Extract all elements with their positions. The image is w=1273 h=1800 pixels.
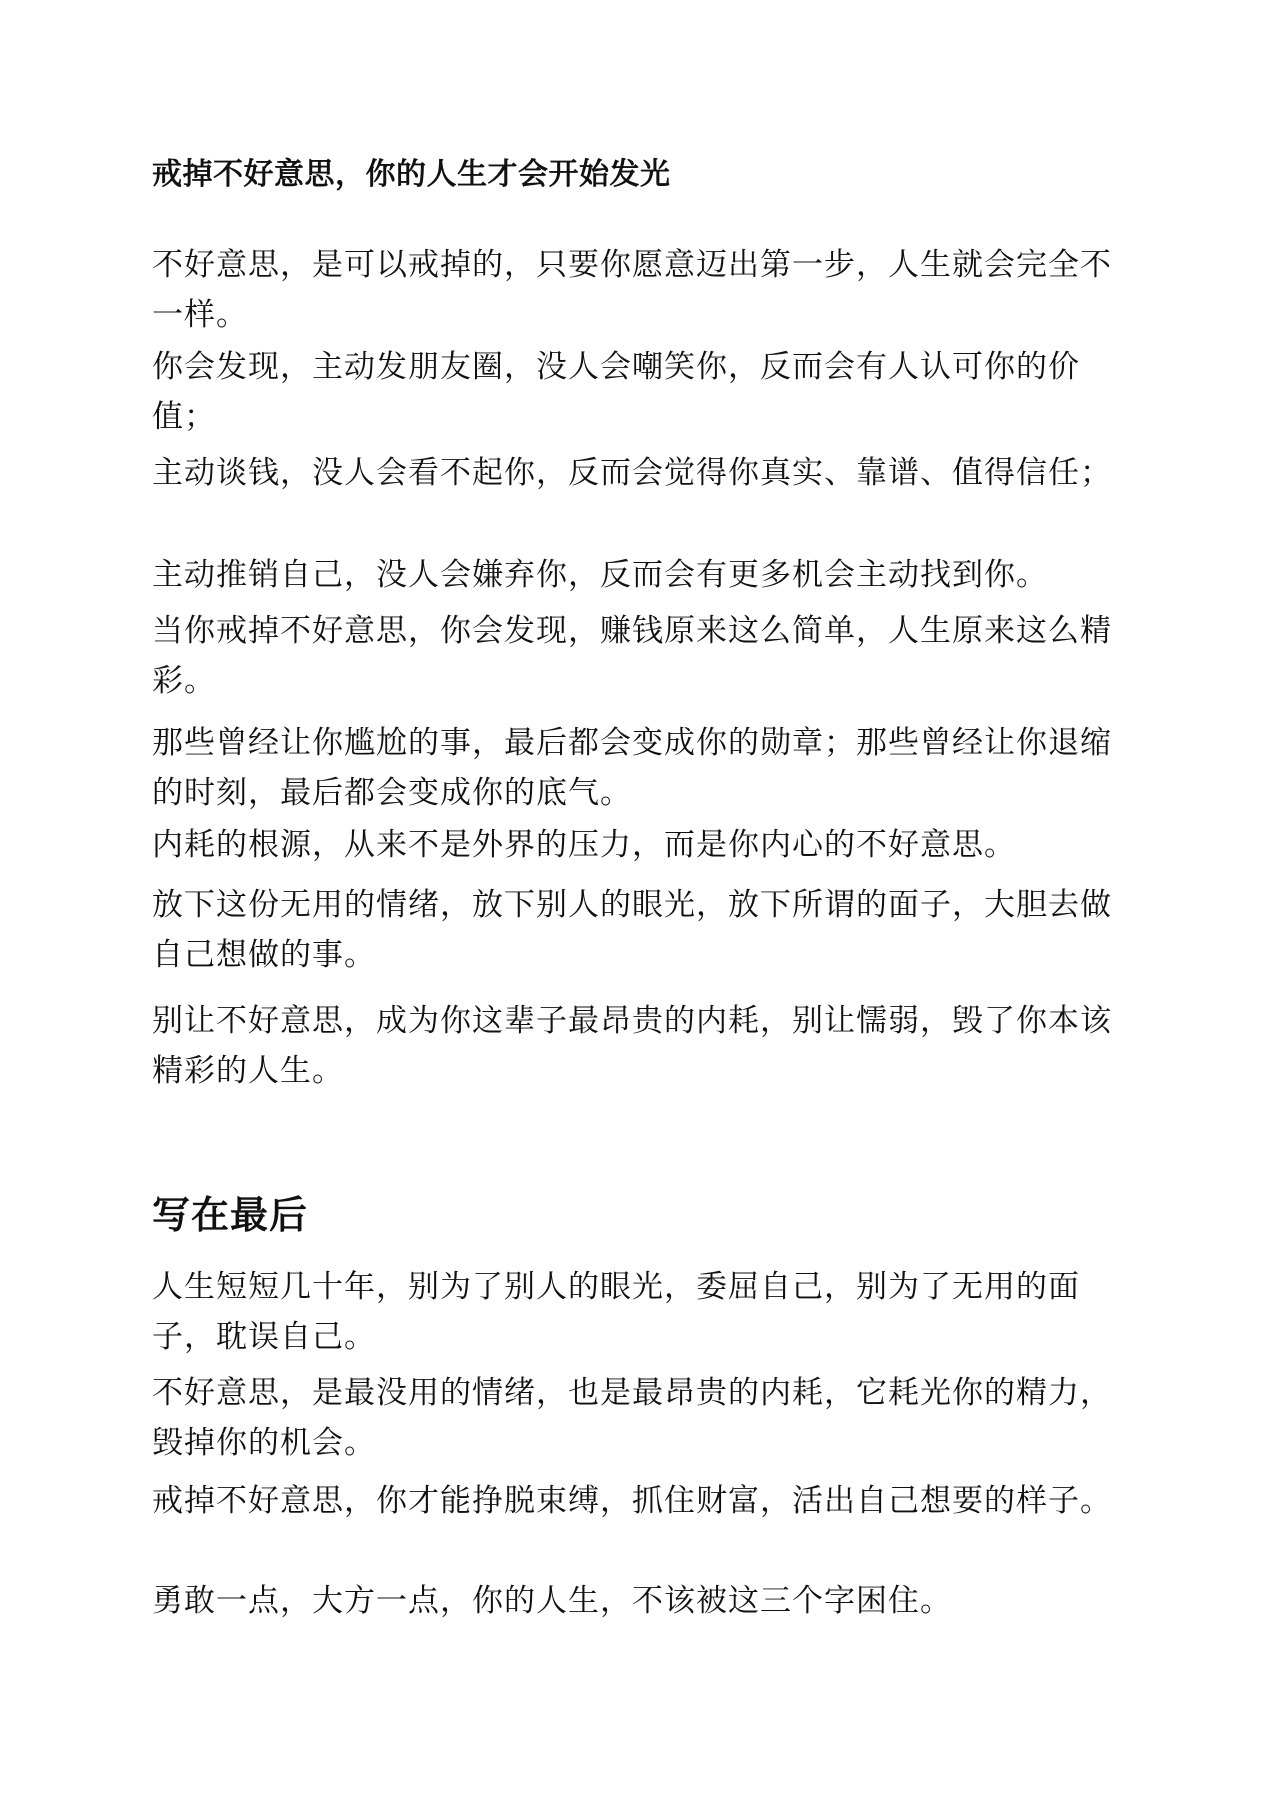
paragraph: 当你戒掉不好意思，你会发现，赚钱原来这么简单，人生原来这么精彩。: [152, 613, 1112, 699]
paragraph: 主动谈钱，没人会看不起你，反而会觉得你真实、靠谱、值得信任；: [152, 455, 1112, 491]
paragraph: 放下这份无用的情绪，放下别人的眼光，放下所谓的面子，大胆去做自己想做的事。: [152, 887, 1112, 973]
paragraph: 勇敢一点，大方一点，你的人生，不该被这三个字困住。: [152, 1583, 952, 1619]
paragraph: 你会发现，主动发朋友圈，没人会嘲笑你，反而会有人认可你的价值；: [152, 349, 1080, 435]
paragraph: 人生短短几十年，别为了别人的眼光，委屈自己，别为了无用的面子，耽误自己。: [152, 1269, 1080, 1355]
paragraph: 那些曾经让你尴尬的事，最后都会变成你的勋章；那些曾经让你退缩的时刻，最后都会变成你的底气。: [152, 725, 1112, 811]
paragraph: 主动推销自己，没人会嫌弃你，反而会有更多机会主动找到你。: [152, 557, 1048, 593]
section-title: 戒掉不好意思，你的人生才会开始发光: [152, 157, 671, 192]
paragraph: 戒掉不好意思，你才能挣脱束缚，抓住财富，活出自己想要的样子。: [152, 1483, 1112, 1519]
paragraph: 内耗的根源，从来不是外界的压力，而是你内心的不好意思。: [152, 827, 1016, 863]
paragraph: 不好意思，是最没用的情绪，也是最昂贵的内耗，它耗光你的精力，毁掉你的机会。: [152, 1375, 1112, 1461]
paragraph: 不好意思，是可以戒掉的，只要你愿意迈出第一步，人生就会完全不一样。: [152, 247, 1112, 333]
section-title: 写在最后: [152, 1193, 309, 1237]
paragraph: 别让不好意思，成为你这辈子最昂贵的内耗，别让懦弱，毁了你本该精彩的人生。: [152, 1003, 1112, 1089]
